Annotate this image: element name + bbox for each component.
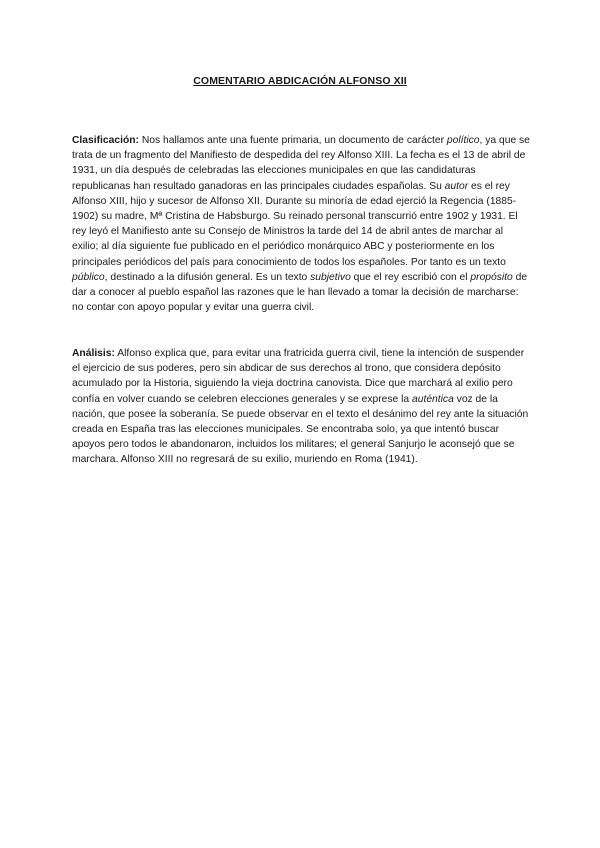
analisis-label: Análisis: (72, 348, 115, 359)
emphasis-autor: autor (444, 180, 469, 192)
clasificacion-text: que el rey escribió con el (350, 271, 471, 283)
analisis-text: Alfonso explica que, para evitar una fratricida guerra civil, tiene la intención de suspender el ejercicio de sus poderes, pero sin abdicar de sus derechos al trono, que considera depósito acumulado por la Historia, siguiendo la vieja doctrina canovista. Dice que marchará al exilio pero confía en volver cuando se celebren elecciones generales y se exprese la (72, 348, 525, 405)
analisis-text: voz de la nación, que posee la soberanía. Se puede observar en el texto el desánimo del rey ante la situación creada en España tras las elecciones municipales. Se encontraba solo, ya que intentó buscar apoyos pero todos le abandonaron, incluidos los militares; el general Sanjurjo le aconsejó que se marchara. Alfonso XIII no regresará de su exilio, muriendo en Roma (1941). (72, 393, 529, 466)
emphasis-politico: político (446, 135, 480, 146)
clasificacion-text: , destinado a la difusión general. Es un texto (104, 271, 311, 283)
clasificacion-text: de dar a conocer al pueblo español las razones que le han llevado a tomar la decisión de marcharse: no contar con apoyo popular y evitar una guerra civil. (72, 271, 528, 314)
emphasis-publico: público (72, 271, 105, 283)
analisis-paragraph (72, 346, 530, 468)
emphasis-proposito: propósito (470, 271, 513, 283)
emphasis-autentica: auténtica (412, 393, 454, 405)
clasificacion-paragraph (72, 133, 530, 315)
clasificacion-text: Nos hallamos ante una fuente primaria, un documento de carácter (138, 135, 447, 146)
clasificacion-label: Clasificación: (72, 135, 139, 146)
document-title: COMENTARIO ABDICACIÓN ALFONSO XII (193, 75, 407, 87)
emphasis-subjetivo: subjetivo (310, 271, 351, 283)
clasificacion-text: , ya que se trata de un fragmento del Manifiesto de despedida del rey Alfonso XIII. La fecha es el 13 de abril de 1931, un día después de celebradas las elecciones municipales en que las candidaturas republicanas han resultado ganadoras en las principales ciudades españolas. Su (72, 135, 530, 192)
clasificacion-text: es el rey Alfonso XIII, hijo y sucesor de Alfonso XII. Durante su minoría de edad ejerció la Regencia (1885-1902) su madre, Mª Cristina de Habsburgo. Su reinado personal transcurrió entre 1902 y 1931. El rey leyó el Manifiesto ante su Consejo de Ministros la tarde del 14 de abril antes de marchar al exilio; al día siguiente fue publicado en el periódico monárquico ABC y posteriormente en los principales periódicos del país para conocimiento de todos los españoles. Por tanto es un texto (72, 180, 518, 268)
